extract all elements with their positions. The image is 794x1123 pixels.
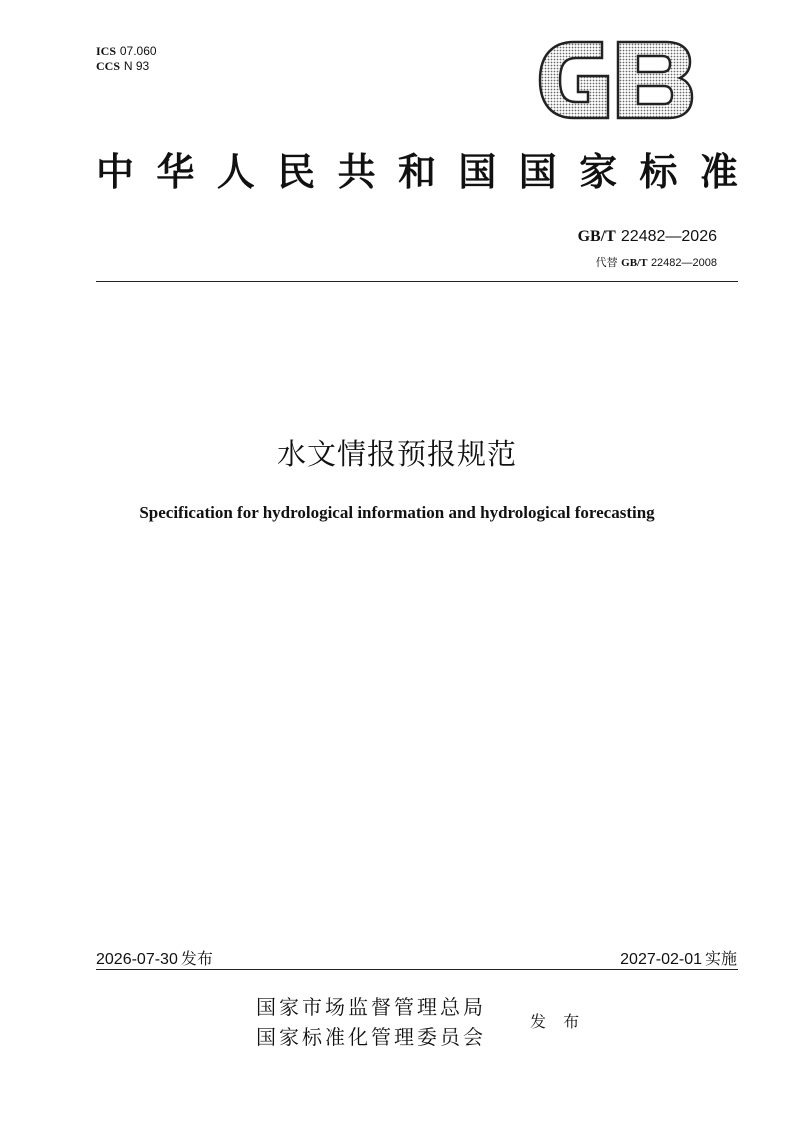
title-chinese: 水文情报预报规范 — [276, 437, 517, 471]
heading-char: 民 — [277, 149, 316, 194]
publish-label: 发 布 — [530, 1012, 586, 1031]
standard-prefix: GB/T — [577, 228, 616, 245]
heading-char: 国 — [458, 149, 497, 194]
heading-char: 中 — [96, 149, 135, 194]
publish-date-value: 2026-07-30 — [96, 951, 178, 968]
issuing-authorities — [256, 992, 486, 1052]
heading-char: 华 — [156, 149, 195, 194]
publish-date-word: 发布 — [180, 949, 213, 968]
heading-char: 家 — [579, 149, 618, 194]
standard-number — [578, 226, 717, 246]
ccs-line — [96, 59, 157, 74]
header-divider — [96, 281, 738, 282]
heading-char: 人 — [216, 149, 255, 194]
effective-date-value: 2027-02-01 — [620, 951, 702, 968]
ics-value: 07.060 — [119, 44, 157, 58]
national-standard-heading — [96, 148, 738, 196]
replaces-standard — [596, 254, 717, 270]
replace-prefix: GB/T — [621, 257, 648, 269]
heading-char: 共 — [337, 149, 376, 194]
classification-codes — [96, 44, 157, 74]
issuer-sac: 国家标准化管理委员会 — [256, 1025, 486, 1049]
issuer-samr: 国家市场监督管理总局 — [256, 995, 486, 1019]
effective-date-word: 实施 — [704, 949, 737, 968]
ics-line — [96, 44, 157, 59]
replace-code: 22482—2008 — [650, 257, 717, 269]
effective-date — [620, 946, 737, 969]
ics-label: ICS — [96, 44, 117, 58]
ccs-value: N 93 — [123, 59, 150, 73]
gb-logo — [538, 40, 694, 120]
heading-char: 国 — [518, 149, 557, 194]
ccs-label: CCS — [96, 59, 121, 73]
heading-char: 标 — [639, 149, 678, 194]
footer-divider — [96, 969, 738, 970]
replace-label: 代替 — [595, 256, 618, 269]
heading-char: 准 — [699, 149, 738, 194]
heading-char: 和 — [397, 149, 436, 194]
standard-code: 22482—2026 — [620, 228, 717, 245]
title-english: Specification for hydrological information and hydrological forecasting — [139, 503, 655, 522]
publish-date — [96, 946, 213, 969]
